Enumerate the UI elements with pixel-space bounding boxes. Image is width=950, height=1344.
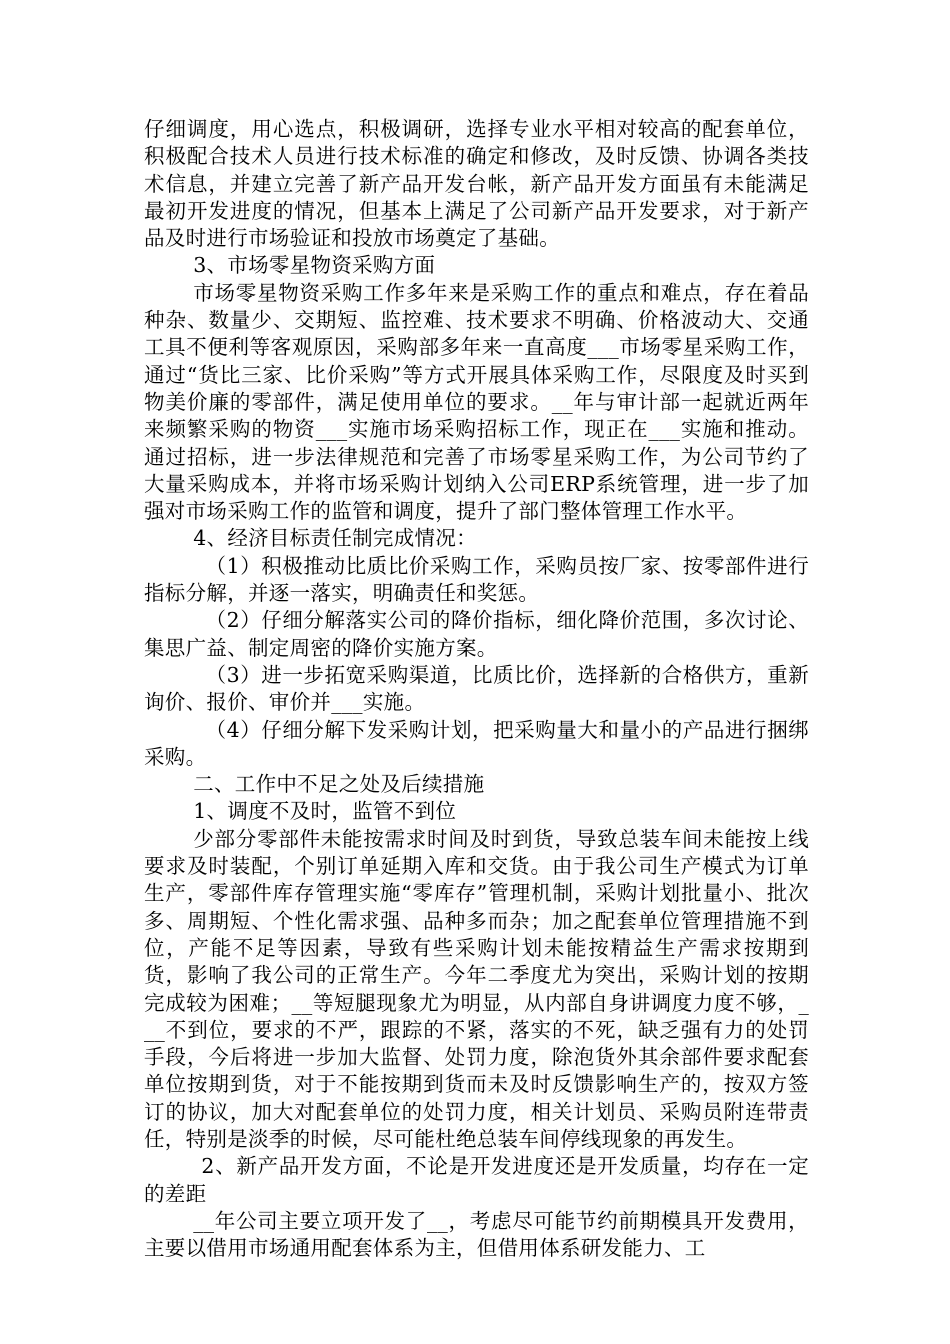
paragraph-new-product-selection: 仔细调度，用心选点，积极调研，选择专业水平相对较高的配套单位，积极配合技术人员进行技术标准的确定和修改，及时反馈、协调各类技术信息，并建立完善了新产品开发台帐，新产品开发方面虽有未能满足最初开发进度的情况，但基本上满足了公司新产品开发要求，对于新产品及时进行市场验证和投放市场奠定了基础。 [144, 117, 809, 251]
list-item-2: （2）仔细分解落实公司的降价指标，细化降价范围，多次讨论、集思广益、制定周密的降价实施方案。 [144, 608, 809, 660]
paragraph-scheduling: 少部分零部件未能按需求时间及时到货，导致总装车间未能按上线要求及时装配，个别订单延期入库和交货。由于我公司生产模式为订单生产，零部件库存管理实施“零库存”管理机制，采购计划批量小、批次多、周期短、个性化需求强、品种多而杂；加之配套单位管理措施不到位，产能不足等因素，导致有些采购计划未能按精益生产需求按期到货，影响了我公司的正常生产。今年二季度尤为突出，采购计划的按期完成较为困难；__等短腿现象尤为明显，从内部自身讲调度力度不够，___不到位，要求的不严，跟踪的不紧，落实的不死，缺乏强有力的处罚手段，今后将进一步加大监督、处罚力度，除泡货外其余部件要求配套单位按期到货，对于不能按期到货而未及时反馈影响生产的，按双方签订的协议，加大对配套单位的处罚力度，相关计划员、采购员附连带责任，特别是淡季的时候，尽可能杜绝总装车间停线现象的再发生。 [144, 826, 809, 1151]
section-heading-economic-targets: 4、经济目标责任制完成情况： [193, 526, 477, 551]
subsection-heading-new-product: 2、新产品开发方面，不论是开发进度还是开发质量，均存在一定的差距 [144, 1154, 809, 1206]
list-item-1: （1）积极推动比质比价采购工作，采购员按厂家、按零部件进行指标分解，并逐一落实，明确责任和奖惩。 [144, 553, 809, 606]
paragraph-market-purchasing: 市场零星物资采购工作多年来是采购工作的重点和难点，存在着品种杂、数量少、交期短、监控难、技术要求不明确、价格波动大、交通工具不便利等客观原因，采购部多年来一直高度___市场零星采购工作，通过“货比三家、比价采购”等方式开展具体采购工作，尽限度及时买到物美价廉的零部件，满足使用单位的要求。__年与审计部一起就近两年来频繁采购的物资___实施市场采购招标工作，现正在___实施和推动。通过招标，进一步法律规范和完善了市场零星采购工作，为公司节约了大量采购成本，并将市场采购计划纳入公司ERP系统管理，进一步了加强对市场采购工作的监管和调度，提升了部门整体管理工作水平。 [144, 280, 809, 524]
paragraph-new-product: __年公司主要立项开发了__，考虑尽可能节约前期模具开发费用，主要以借用市场通用配套体系为主，但借用体系研发能力、工 [144, 1208, 809, 1261]
subsection-heading-scheduling: 1、调度不及时，监管不到位 [193, 799, 457, 824]
list-item-3: （3）进一步拓宽采购渠道，比质比价，选择新的合格供方，重新询价、报价、审价并___实施。 [144, 662, 809, 715]
section-heading-shortcomings: 二、工作中不足之处及后续措施 [193, 772, 485, 797]
list-item-4: （4）仔细分解下发采购计划，把采购量大和量小的产品进行捆绑采购。 [144, 717, 809, 769]
section-heading-market-purchasing: 3、市场零星物资采购方面 [193, 253, 436, 278]
document-body [144, 116, 809, 1262]
